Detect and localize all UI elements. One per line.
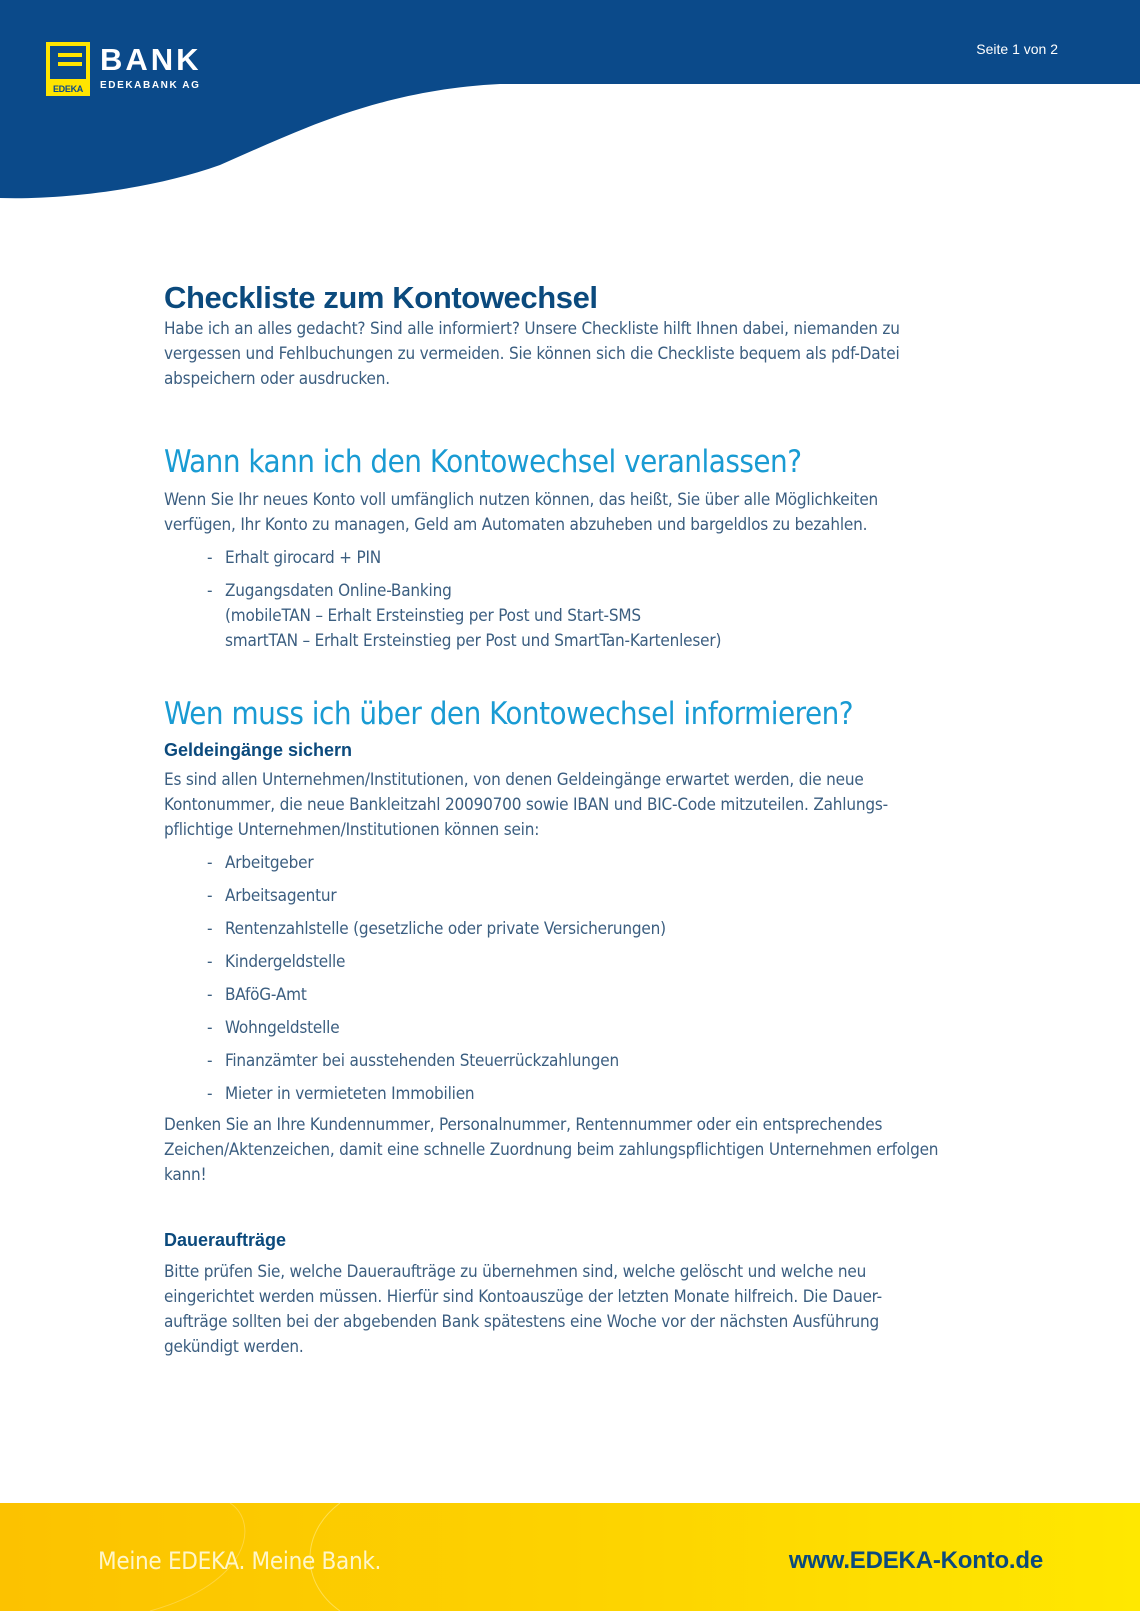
intro-paragraph: Habe ich an alles gedacht? Sind alle informiert? Unsere Checkliste hilft Ihnen dabei, niemanden zu vergessen und Fehlbuchungen zu vermeiden. Sie können sich die Checkliste bequem als pdf-Datei abspeichern oder ausdrucken. [164,319,900,389]
website-link[interactable]: www.EDEKA-Konto.de [788,1547,1043,1574]
document-title: Checkliste zum Kontowechsel [164,280,598,315]
logo-box-label: EDEKA [52,84,83,94]
incoming-payments-text: Es sind allen Unternehmen/Institutionen, von denen Geldeingänge erwartet werden, die neue Kontonummer, die neue Bankleitzahl 20090700 sowie IBAN und BIC-Code mitzuteilen. Zahlungs-pflichtige Unternehmen/Institutionen können sein: [164,770,888,840]
list-item: - Rentenzahlstelle (gesetzliche oder private Versicherungen) [207,917,944,942]
list-item: - Wohngeldstelle [207,1016,944,1041]
footer-slogan: Meine EDEKA. Meine Bank. [98,1547,382,1575]
list-item: - Zugangsdaten Online-Banking (mobileTAN – Erhalt Ersteinstieg per Post und Start-SMS smartTAN – Erhalt Ersteinstieg per Post und SmartTan-Kartenleser) [207,579,944,654]
list-item: - Arbeitgeber [207,851,944,876]
list-item: - Finanzämter bei ausstehenden Steuerrückzahlungen [207,1049,944,1074]
list-item: - BAföG-Amt [207,983,944,1008]
logo-company: EDEKABANK AG [100,80,201,91]
document-body [164,278,944,1360]
list-item: - Mieter in vermieteten Immobilien [207,1082,944,1107]
standing-orders-text: Bitte prüfen Sie, welche Daueraufträge zu übernehmen sind, welche gelöscht und welche neu eingerichtet werden müssen. Hierfür sind Kontoauszüge der letzten Monate hilfreich. Die Dauer-aufträge sollten bei der abgebenden Bank spätestens eine Woche vor der nächsten Ausführung gekündigt werden. [164,1262,883,1357]
header-wave-background [0,0,1140,200]
subheading-incoming-payments: Geldeingänge sichern [164,740,353,760]
edeka-bank-logo [46,42,202,96]
list-item: - Kindergeldstelle [207,950,944,975]
section-when-text: Wenn Sie Ihr neues Konto voll umfänglich nutzen können, das heißt, Sie über alle Möglichkeiten verfügen, Ihr Konto zu managen, Geld am Automaten abzuheben und bargeldlos zu bezahlen. [164,490,879,535]
reference-number-note: Denken Sie an Ihre Kundennummer, Personalnummer, Rentennummer oder ein entsprechendes Zeichen/Aktenzeichen, damit eine schnelle Zuordnung beim zahlungspflichtigen Unternehmen erfolgen kann! [164,1115,939,1185]
page-indicator: Seite 1 von 2 [976,41,1058,57]
payer-list [164,851,944,1107]
list-item: - Erhalt girocard + PIN [207,546,944,571]
subheading-standing-orders: Daueraufträge [164,1230,287,1250]
edeka-logo-icon [46,42,90,96]
section-heading-who: Wen muss ich über den Kontowechsel informieren? [164,696,854,732]
section-heading-when: Wann kann ich den Kontowechsel veranlassen? [164,444,802,480]
list-item: - Arbeitsagentur [207,884,944,909]
page-header [0,0,1140,200]
section-when-list [164,546,944,654]
logo-brand: BANK [100,42,202,77]
